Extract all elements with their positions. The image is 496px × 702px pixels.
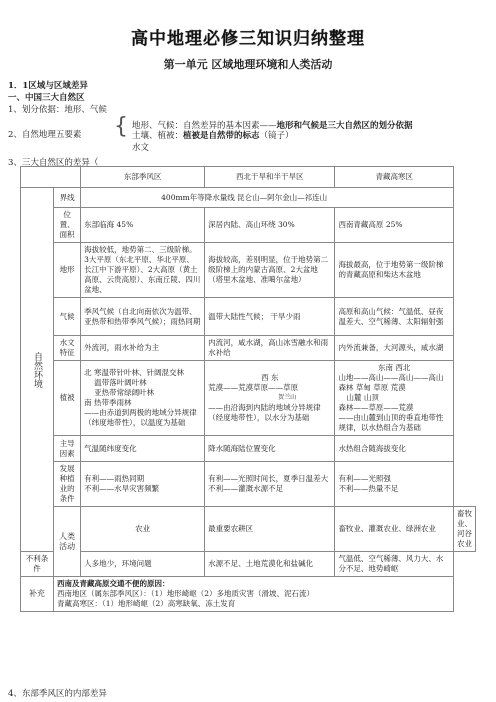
table-cell: 最重要农耕区	[205, 507, 335, 552]
side-label-nature: 自然环境	[21, 188, 54, 552]
row-label: 气候	[54, 298, 81, 336]
natural-region-table	[20, 166, 476, 612]
table-cell: 高原和高山气候：气温低、昼夜温差大、空气稀薄、太阳辐射强	[335, 298, 454, 336]
section-heading: 1．1区域与区域差异	[8, 81, 88, 91]
table-row	[21, 507, 476, 552]
table-row	[21, 361, 476, 436]
table-cell: 海拔较低，地势第二、三级阶梯。3大平原（东北平原、华北平原、长江中下游平原）、2大高原（黄土高原、云贵高原）、东南丘陵、四川盆地、	[81, 243, 205, 298]
table-cell: 内外流兼备，大河源头，咸水湖	[335, 336, 454, 361]
table-row	[21, 577, 476, 612]
side-label-human: 人类活动	[54, 507, 81, 577]
table-cell: 东部临海 45%	[81, 208, 205, 243]
col-header: 东部季风区	[81, 167, 205, 188]
table-header-row	[21, 167, 476, 188]
table-row	[21, 188, 476, 208]
table-row	[21, 243, 476, 298]
table-row	[21, 336, 476, 361]
table-cell: 人多地少，环境问题	[81, 552, 205, 577]
table-cell: 温带大陆性气候； 干旱少雨	[205, 298, 335, 336]
table-cell: 北 寒温带针叶林、针阔混交林 温带落叶阔叶林 亚热带常绿阔叶林 南 热带季雨林 ——由赤道到两极的地域分异规律（纬度地带性），以温度为基础	[81, 361, 205, 436]
row-label: 位置、面积	[54, 208, 81, 243]
col-header: 青藏高寒区	[335, 167, 454, 188]
item-2-line-1: 地形、气候：自然差异的基本因素——地形和气候是三大自然区的划分依据	[132, 121, 413, 131]
table-cell: 内流河，咸水湖，高山冰雪融水和雨水补给	[205, 336, 335, 361]
page-title: 高中地理必修三知识归纳整理	[131, 29, 365, 49]
table-cell: 有利——光照时间长，夏季日温差大 不利——灌溉水源不足	[205, 462, 335, 507]
row-label: 不利条件	[21, 552, 54, 577]
table-cell: 降水随海陆位置变化	[205, 436, 335, 462]
row-label: 地形	[54, 243, 81, 298]
item-2-label: 2、自然地理五要素	[8, 130, 82, 140]
subsection-heading: 一、中国三大自然区	[8, 93, 85, 103]
table-cell: 水源不足、土地荒漠化和盐碱化	[205, 552, 335, 577]
table-cell: 外流河，雨水补给为主	[81, 336, 205, 361]
row-label: 主导因素	[54, 436, 81, 462]
item-4: 4、东部季风区的内部差异	[8, 689, 107, 699]
table-cell: 东南 西北 山地——高山——高山——高山 森林 草甸 草原 荒漠 山麓 山顶 森林——草原——荒漠 ——由山麓到山顶的垂直地带性规律，以水热组合为基础	[335, 361, 454, 436]
item-1: 1、划分依据：地形、气候	[8, 105, 107, 115]
side-label-supp: 补充	[21, 577, 54, 612]
table-cell: 海拔较高，差别明显，位于地势第二级阶梯上的内蒙古高原、2大盆地（塔里木盆地、准噶尔盆地）	[205, 243, 335, 298]
brace-icon: {	[114, 114, 128, 139]
table-cell: 深居内陆、高山环绕 30%	[205, 208, 335, 243]
table-cell: 畜牧业、灌溉农业、绿洲农业	[335, 507, 454, 552]
table-cell: 气温低、空气稀薄、风力大、水分不足、地势崎岖	[335, 552, 454, 577]
col-header: 西北干旱和半干旱区	[205, 167, 335, 188]
table-row	[21, 436, 476, 462]
table-row	[21, 462, 476, 507]
item-2-line-2: 土壤、植被：植被是自然带的标志（镜子）	[132, 131, 294, 141]
item-3: 3、三大自然区的差异（	[8, 158, 99, 168]
table-cell: 400mm年等降水量线 昆仑山—阿尔金山—祁连山	[81, 188, 454, 208]
row-label: 农业	[81, 507, 205, 552]
table-row	[21, 298, 476, 336]
table-cell: 西南及青藏高原交通不便的原因： 西南地区（属东部季风区）：（1）地形崎岖（2）多地质灾害（滑坡、泥石流） 青藏高寒区：（1）地形崎岖（2）高寒缺氧、冻土发育	[54, 577, 454, 612]
table-cell: 西 东 荒漠——荒漠草原——草原 贺兰山 ——由沿海到内陆的地域分异规律（经度地带性），以水分为基础	[205, 361, 335, 436]
table-row	[21, 552, 476, 577]
row-label: 水文特征	[54, 336, 81, 361]
table-cell: 畜牧业、河谷农业	[454, 507, 476, 552]
item-2-line-3: 水文	[132, 143, 150, 153]
row-label: 界线	[54, 188, 81, 208]
unit-title: 第一单元 区域地理环境和人类活动	[163, 58, 333, 71]
table-cell: 有利——雨热同期 不利——水旱灾害频繁	[81, 462, 205, 507]
table-cell: 海拔最高，位于地势第一级阶梯的青藏高原和柴达木盆地	[335, 243, 454, 298]
row-label: 植被	[54, 361, 81, 436]
row-label: 发展种植业的条件	[54, 462, 81, 507]
table-cell: 西南青藏高原 25%	[335, 208, 454, 243]
table-cell: 气温随纬度变化	[81, 436, 205, 462]
table-cell: 有利——光照强 不利——热量不足	[335, 462, 454, 507]
table-cell: 季风气候（自北向南依次为温带、亚热带和热带季风气候）；雨热同期	[81, 298, 205, 336]
table-row	[21, 208, 476, 243]
table-cell: 水热组合随海拔变化	[335, 436, 454, 462]
